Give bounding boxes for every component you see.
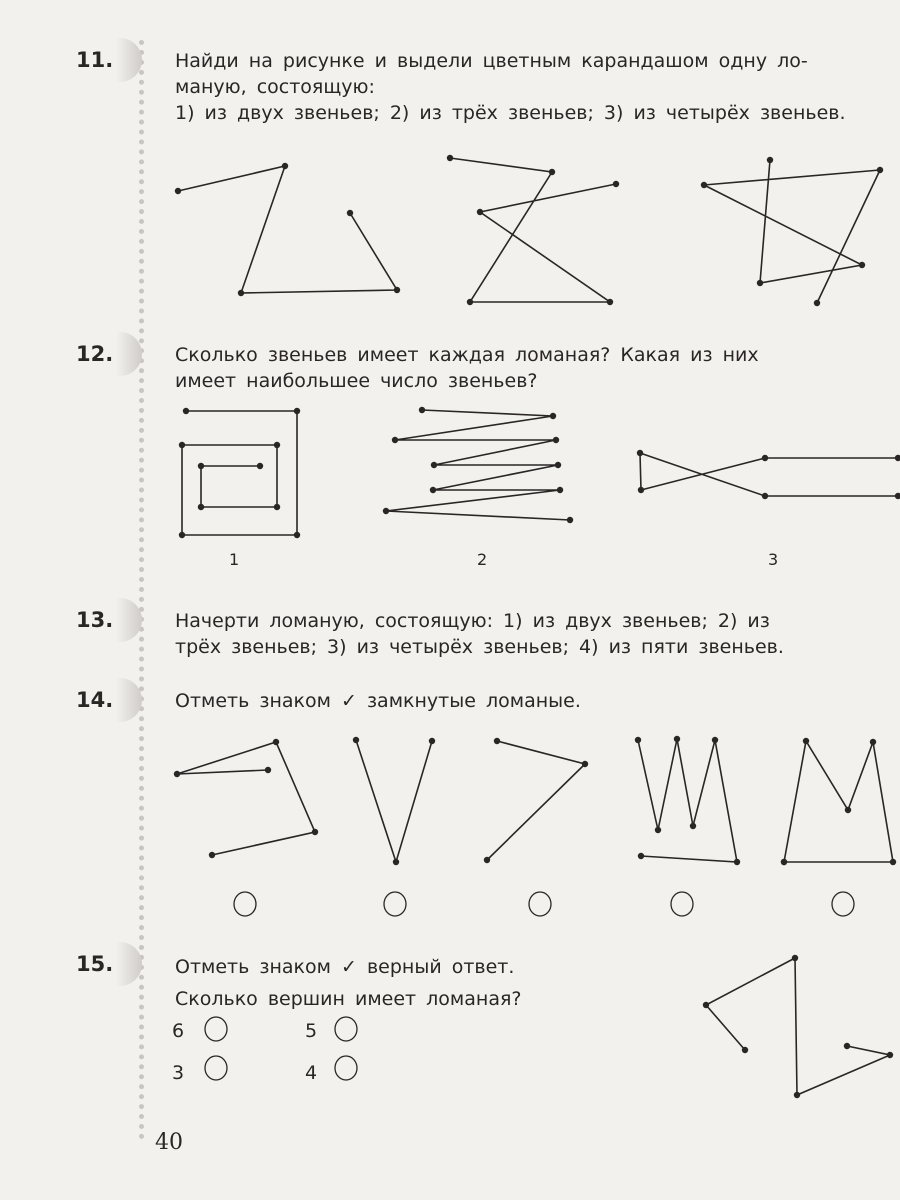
vertex-dot xyxy=(477,209,483,215)
vertex-dot xyxy=(484,857,490,863)
task-12-text: Сколько звеньев имеет каждая ломаная? Какая из них имеет наибольшее число звеньев? xyxy=(175,344,759,392)
vertex-dot xyxy=(198,463,204,469)
figure-label-3: 3 xyxy=(768,550,779,569)
vertex-dot xyxy=(392,437,398,443)
vertex-dot xyxy=(887,1052,893,1058)
segment-line xyxy=(784,741,893,862)
vertex-dot xyxy=(431,462,437,468)
vertex-dot xyxy=(353,737,359,743)
answer-circle-14d[interactable] xyxy=(671,892,693,916)
vertex-dot xyxy=(637,450,643,456)
polyline-14a xyxy=(174,739,318,858)
vertex-dot xyxy=(179,442,185,448)
vertex-dot xyxy=(274,442,280,448)
task-13-text: Начерти ломаную, состоящую: 1) из двух звеньев; 2) из трёх звеньев; 3) из четырёх звеньев; 4) из пяти звеньев. xyxy=(175,610,784,658)
vertex-dot xyxy=(183,408,189,414)
vertex-dot xyxy=(429,738,435,744)
vertex-dot xyxy=(312,829,318,835)
vertex-dot xyxy=(607,299,613,305)
vertex-dot xyxy=(430,487,436,493)
option-6: 6 xyxy=(172,1020,185,1042)
vertex-dot xyxy=(467,299,473,305)
vertex-dot xyxy=(347,210,353,216)
polyline-14d xyxy=(635,736,740,865)
vertex-dot xyxy=(767,157,773,163)
segment-line xyxy=(177,742,315,855)
vertex-dot xyxy=(635,737,641,743)
vertex-dot xyxy=(792,955,798,961)
segment-line xyxy=(706,958,890,1095)
vertex-dot xyxy=(383,508,389,514)
vertex-dot xyxy=(859,262,865,268)
polyline-11b xyxy=(447,155,619,305)
polyline-12-1 xyxy=(179,408,300,538)
segment-line xyxy=(487,741,585,860)
vertex-dot xyxy=(703,1002,709,1008)
vertex-dot xyxy=(712,737,718,743)
vertex-dot xyxy=(742,1047,748,1053)
vertex-dot xyxy=(895,455,900,461)
task-11-text: Найди на рисунке и выдели цветным карандашом одну ло- маную, состоящую: 1) из двух звеньев; 2) из трёх звеньев; 3) из четырёх звеньев. xyxy=(175,50,846,124)
answer-circle-14a[interactable] xyxy=(234,892,256,916)
vertex-dot xyxy=(174,771,180,777)
task-14-text: Отметь знаком ✓ замкнутые ломаные. xyxy=(175,690,581,712)
vertex-dot xyxy=(877,167,883,173)
vertex-dot xyxy=(555,462,561,468)
answer-circle-14c[interactable] xyxy=(529,892,551,916)
vertex-dot xyxy=(209,852,215,858)
option-4: 4 xyxy=(305,1062,318,1084)
segment-line xyxy=(386,410,570,520)
polyline-14b xyxy=(353,737,435,865)
segment-line xyxy=(178,166,397,293)
vertex-dot xyxy=(757,280,763,286)
vertex-dot xyxy=(274,504,280,510)
vertex-dot xyxy=(419,407,425,413)
vertex-dot xyxy=(762,455,768,461)
vertex-dot xyxy=(257,463,263,469)
answer-circle-3[interactable] xyxy=(205,1056,227,1080)
polyline-11c xyxy=(701,157,883,306)
vertex-dot xyxy=(238,290,244,296)
vertex-dot xyxy=(870,739,876,745)
polyline-14e xyxy=(781,738,896,865)
vertex-dot xyxy=(494,738,500,744)
vertex-dot xyxy=(557,487,563,493)
vertex-dot xyxy=(734,859,740,865)
vertex-dot xyxy=(567,517,573,523)
vertex-dot xyxy=(549,169,555,175)
vertex-dot xyxy=(273,739,279,745)
polyline-12-2 xyxy=(383,407,573,523)
vertex-dot xyxy=(890,859,896,865)
task-number-12: 12. xyxy=(76,342,113,366)
polyline-11a xyxy=(175,163,400,296)
vertex-dot xyxy=(550,413,556,419)
vertex-dot xyxy=(895,493,900,499)
task-number-11: 11. xyxy=(76,48,113,72)
vertex-dot xyxy=(844,1043,850,1049)
vertex-dot xyxy=(690,823,696,829)
vertex-dot xyxy=(179,532,185,538)
option-5: 5 xyxy=(305,1020,318,1042)
vertex-dot xyxy=(198,504,204,510)
polyline-15 xyxy=(703,955,893,1098)
vertex-dot xyxy=(655,827,661,833)
vertex-dot xyxy=(294,408,300,414)
vertex-dot xyxy=(447,155,453,161)
task-number-14: 14. xyxy=(76,688,113,712)
vertex-dot xyxy=(265,767,271,773)
vertex-dot xyxy=(762,493,768,499)
option-3: 3 xyxy=(172,1062,185,1084)
vertex-dot xyxy=(613,181,619,187)
vertex-dot xyxy=(638,487,644,493)
vertex-dot xyxy=(845,807,851,813)
vertex-dot xyxy=(701,182,707,188)
answer-circle-4[interactable] xyxy=(335,1056,357,1080)
page-number: 40 xyxy=(155,1130,183,1155)
vertex-dot xyxy=(294,532,300,538)
answer-circle-14b[interactable] xyxy=(384,892,406,916)
polyline-14c xyxy=(484,738,588,863)
figure-label-2: 2 xyxy=(477,550,488,569)
vertex-dot xyxy=(781,859,787,865)
vertex-dot xyxy=(393,859,399,865)
vertex-dot xyxy=(794,1092,800,1098)
vertex-dot xyxy=(553,437,559,443)
vertex-dot xyxy=(175,188,181,194)
figure-label-1: 1 xyxy=(229,550,240,569)
segment-line xyxy=(356,740,432,862)
vertex-dot xyxy=(282,163,288,169)
vertex-dot xyxy=(814,300,820,306)
polyline-12-3 xyxy=(637,450,900,499)
answer-circle-14e[interactable] xyxy=(832,892,854,916)
segment-line xyxy=(638,739,737,862)
task-15-text: Отметь знаком ✓ верный ответ. Сколько вершин имеет ломаная? xyxy=(175,956,522,1010)
segment-line xyxy=(640,453,898,496)
answer-circle-5[interactable] xyxy=(335,1017,357,1041)
answer-circle-6[interactable] xyxy=(205,1017,227,1041)
segment-line xyxy=(704,160,880,303)
task-number-15: 15. xyxy=(76,952,113,976)
vertex-dot xyxy=(803,738,809,744)
task-number-13: 13. xyxy=(76,608,113,632)
segment-line xyxy=(182,411,297,535)
vertex-dot xyxy=(582,761,588,767)
segment-line xyxy=(450,158,616,302)
vertex-dot xyxy=(674,736,680,742)
vertex-dot xyxy=(394,287,400,293)
vertex-dot xyxy=(638,853,644,859)
